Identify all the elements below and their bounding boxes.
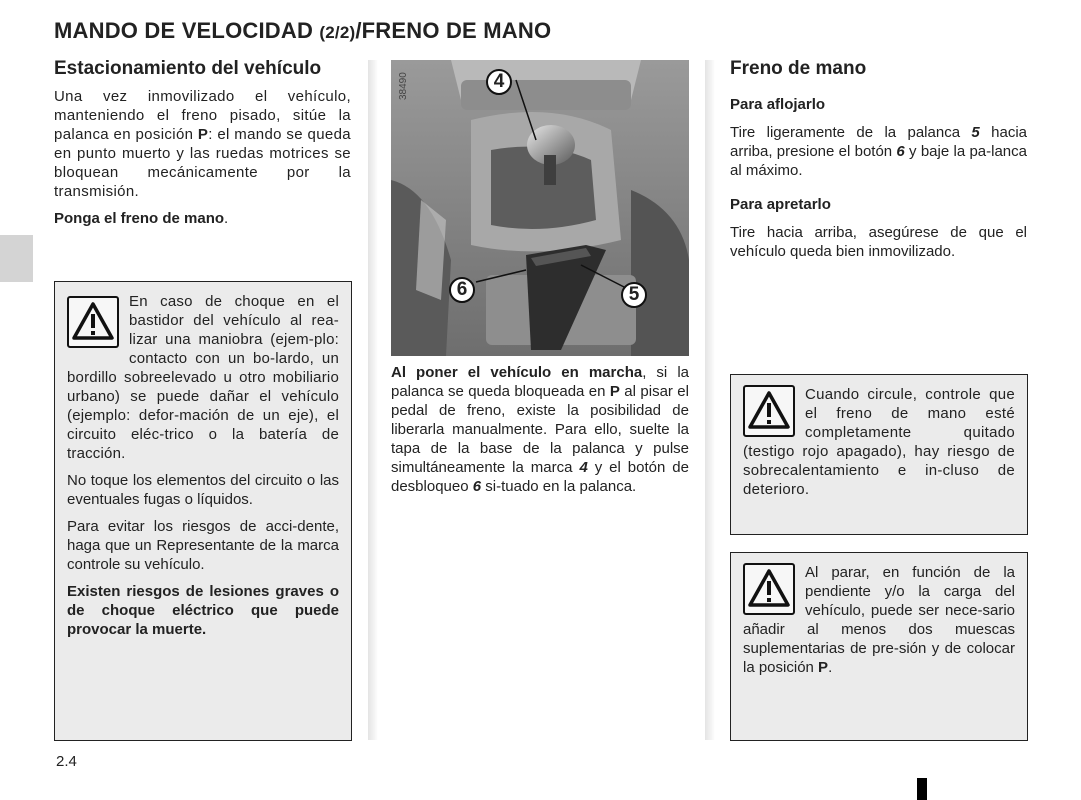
warning-box-driving (730, 374, 1028, 535)
warning-parking-text: Al parar, en función de la pendiente y/o la carga del vehículo, puede ser nece-sario añadir al menos dos muescas suplementarias de pre-sión y de colocar la posición P. (743, 564, 1015, 676)
warning-collision-text: En caso de choque en el bastidor del vehículo al rea-lizar una maniobra (ejem-plo: contacto con un bo-lardo, un bordillo sobreelevado u otro mobiliario urbano) se puede dañar el vehículo (ejemplo: defor-mación de un eje), el circuito eléc-trico o la batería de tracción. (67, 293, 339, 462)
warning-box-parking (730, 552, 1028, 741)
parking-instruction: Ponga el freno de mano. (54, 210, 229, 227)
apply-paragraph: Tire hacia arriba, asegúrese de que el vehículo queda bien inmovilizado. (730, 224, 1027, 260)
warning-triangle-icon (67, 296, 119, 348)
warning-triangle-icon (743, 563, 795, 615)
release-paragraph: Tire ligeramente de la palanca 5 hacia arriba, presione el botón 6 y baje la pa-lanca al máximo. (730, 124, 1027, 179)
photo-reference-number: 38490 (398, 72, 409, 100)
section-heading-parking: Estacionamiento del vehículo (54, 58, 322, 79)
warning-representative-text: Para evitar los riesgos de acci-dente, haga que un Representante de la marca controle su vehículo. (67, 518, 339, 573)
callout-4: 4 (486, 69, 512, 95)
gear-lever-photo (391, 60, 689, 356)
subheading-apply: Para apretarlo (730, 196, 831, 213)
warning-driving-text: Cuando circule, controle que el freno de mano esté completamente quitado (testigo rojo apagado), hay riesgo de sobrecalentamiento e in-cluso de deterioro. (743, 386, 1015, 498)
corner-mark (917, 778, 927, 800)
section-tab (0, 235, 33, 282)
callout-6: 6 (449, 277, 475, 303)
page-title: MANDO DE VELOCIDAD (2/2)/FRENO DE MANO (54, 18, 552, 43)
unlock-lever-paragraph: Al poner el vehículo en marcha, si la palanca se queda bloqueada en P al pisar el pedal de freno, existe la posibilidad de liberarla manualmente. Para ello, suelte la tapa de la base de la palanca y pulse simultáneamente la marca 4 y el botón de desbloqueo 6 si-tuado en la palanca. (391, 364, 689, 495)
warning-box-collision (54, 281, 352, 741)
warning-injury-text: Existen riesgos de lesiones graves o de choque eléctrico que puede provocar la muerte. (67, 583, 339, 638)
warning-no-touch-text: No toque los elementos del circuito o las eventuales fugas o líquidos. (67, 472, 339, 508)
callout-5: 5 (621, 282, 647, 308)
column-divider-right (705, 60, 715, 740)
column-divider-left (368, 60, 378, 740)
warning-triangle-icon (743, 385, 795, 437)
parking-paragraph: Una vez inmovilizado el vehículo, manteniendo el freno pisado, sitúe la palanca en posición P: el mando se queda en punto muerto y las ruedas motrices se bloquean mecánicamente por la transmisión. (54, 88, 351, 200)
section-heading-handbrake: Freno de mano (730, 58, 867, 79)
page-number: 2.4 (56, 753, 77, 770)
subheading-release: Para aflojarlo (730, 96, 826, 113)
